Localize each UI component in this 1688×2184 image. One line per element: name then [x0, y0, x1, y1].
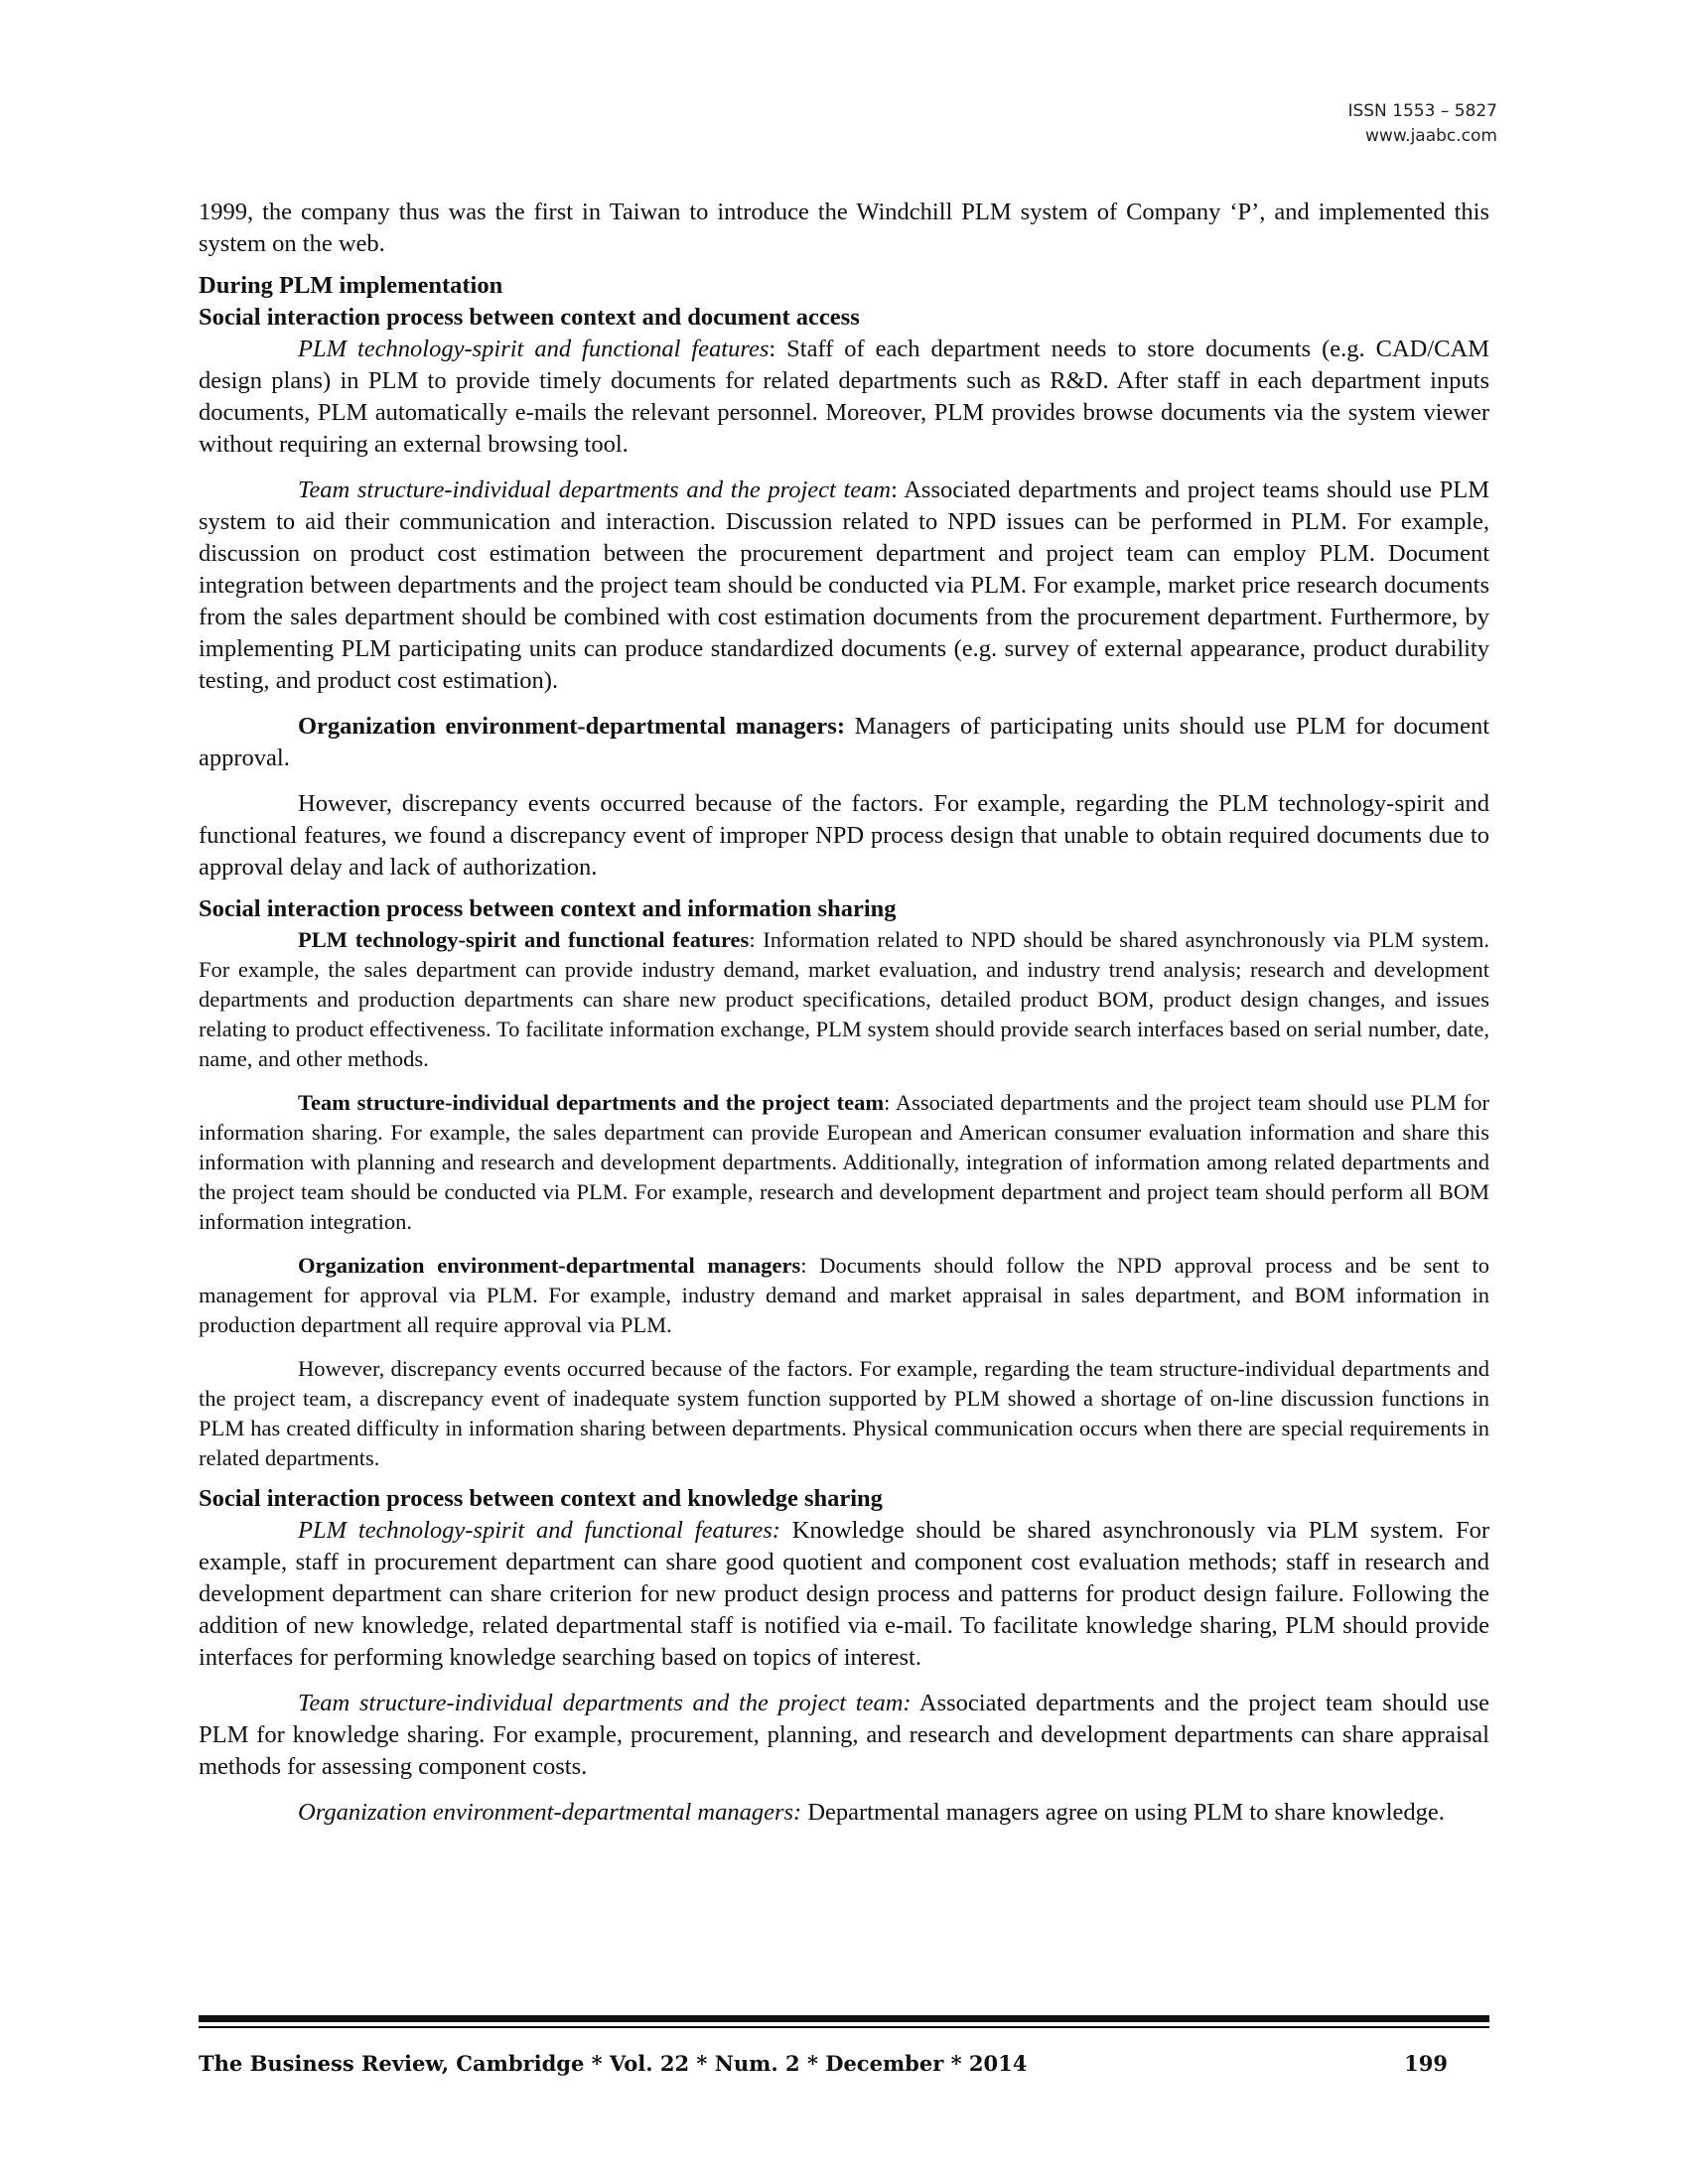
paragraph-text: : Associated departments and project teams should use PLM system to aid their communication and interaction. Discussion related to NPD issues can be performed in PLM. For example, discussion on product cost estimation between the procurement department and project team can employ PLM. Document integration between departments and the project team should be conducted via PLM. For example, market price research documents from the sales department should be combined with cost estimation documents from the procurement department. Furthermore, by implementing PLM participating units can produce standardized documents (e.g. survey of external appearance, product durability testing, and product cost estimation). [199, 477, 1489, 694]
paragraph-text: Managers of participating units should use PLM for document approval. [199, 713, 1490, 771]
paragraph-text: : Staff of each department needs to store documents (e.g. CAD/CAM design plans) in PLM to provide timely documents for related departments such as R&D. After staff in each department inputs documents, PLM automatically e-mails the relevant personnel. Moreover, PLM provides browse documents via the system viewer without requiring an external browsing tool. [199, 336, 1489, 458]
lead-term: PLM technology-spirit and functional features [298, 336, 770, 362]
paragraph-text: Departmental managers agree on using PLM to share knowledge. [801, 1799, 1445, 1826]
paragraph-doc-discrepancy: However, discrepancy events occurred because of the factors. For example, regarding the PLM technology-spirit and functional features, we found a discrepancy event of improper NPD process design that unable to obtain required documents due to approval delay and lack of authorization. [199, 790, 1489, 881]
issn-label: ISSN 1553 – 5827 [1347, 101, 1497, 121]
paragraph-know-team [199, 1688, 1489, 1783]
lead-term: Team structure-individual departments and the project team [298, 1090, 885, 1115]
paragraph-text: Knowledge should be shared asynchronously via PLM system. For example, staff in procurement department can share good quotient and component cost evaluation methods; staff in research and development department can share criterion for new product design process and patterns for product design failure. Following the addition of new knowledge, related departmental staff is notified via e-mail. To facilitate knowledge sharing, PLM should provide interfaces for performing knowledge searching based on topics of interest. [199, 1517, 1489, 1671]
paragraph-text: Associated departments and the project team should use PLM for knowledge sharing. For example, procurement, planning, and research and development departments can share appraisal methods for assessing component costs. [199, 1690, 1490, 1780]
footer-rule-thin [199, 2026, 1489, 2028]
lead-term: Team structure-individual departments and the project team [298, 477, 892, 503]
lead-term: PLM technology-spirit and functional features: [298, 1517, 780, 1544]
footer-rule-thick [199, 2015, 1489, 2022]
paragraph-info-discrepancy: However, discrepancy events occurred because of the factors. For example, regarding the team structure-individual departments and the project team, a discrepancy event of inadequate system function supported by PLM showed a shortage of on-line discussion functions in PLM has created difficulty in information sharing between departments. Physical communication occurs when there are special requirements in related departments. [199, 1356, 1489, 1470]
subsection-heading-information-sharing: Social interaction process between context and information sharing [199, 895, 897, 922]
paragraph-know-technology [199, 1515, 1489, 1674]
paragraph-info-organization [199, 1251, 1489, 1340]
paragraph-info-technology [199, 925, 1489, 1074]
lead-term: Organization environment-departmental managers: [298, 713, 846, 740]
paragraph-text: : Information related to NPD should be shared asynchronously via PLM system. For example, the sales department can provide industry demand, market evaluation, and industry trend analysis; research and development departments and production departments can share new product specifications, detailed product BOM, product design changes, and issues relating to product effectiveness. To facilitate information exchange, PLM system should provide search interfaces based on serial number, date, name, and other methods. [199, 927, 1490, 1071]
information-sharing-block [199, 925, 1489, 1473]
paragraph-doc-organization [199, 711, 1489, 774]
paragraph-text: : Documents should follow the NPD approval process and be sent to management for approval via PLM. For example, industry demand and market appraisal in sales department, and BOM information in production department all require approval via PLM. [199, 1253, 1489, 1337]
paragraph-text: : Associated departments and the project team should use PLM for information sharing. For example, the sales department can provide European and American consumer evaluation information and share this information with planning and research and development departments. Additionally, integration of information among related departments and the project team should be conducted via PLM. For example, research and development department and project team should perform all BOM information integration. [199, 1090, 1489, 1234]
page-footer [199, 2051, 1489, 2085]
section-heading-during: During PLM implementation [199, 272, 503, 299]
article-body [199, 197, 1489, 1829]
website-label: www.jaabc.com [1365, 126, 1497, 146]
page-number: 199 [1404, 2051, 1448, 2076]
lead-term: PLM technology-spirit and functional features [298, 927, 750, 952]
paragraph-info-team [199, 1088, 1489, 1237]
subsection-heading-document-access: Social interaction process between context and document access [199, 304, 860, 331]
subsection-heading-knowledge-sharing: Social interaction process between context and knowledge sharing [199, 1485, 883, 1512]
intro-paragraph: 1999, the company thus was the first in Taiwan to introduce the Windchill PLM system of Company ‘P’, and implemented this system on the web. [199, 199, 1489, 257]
paragraph-doc-team [199, 475, 1489, 697]
paragraph-doc-technology [199, 334, 1489, 461]
page-header [1347, 99, 1497, 149]
lead-term: Team structure-individual departments and the project team: [298, 1690, 912, 1716]
lead-term: Organization environment-departmental managers [298, 1253, 801, 1278]
journal-citation: The Business Review, Cambridge * Vol. 22 * Num. 2 * December * 2014 [199, 2051, 1028, 2076]
paragraph-know-organization [199, 1797, 1489, 1829]
lead-term: Organization environment-departmental managers: [298, 1799, 802, 1826]
